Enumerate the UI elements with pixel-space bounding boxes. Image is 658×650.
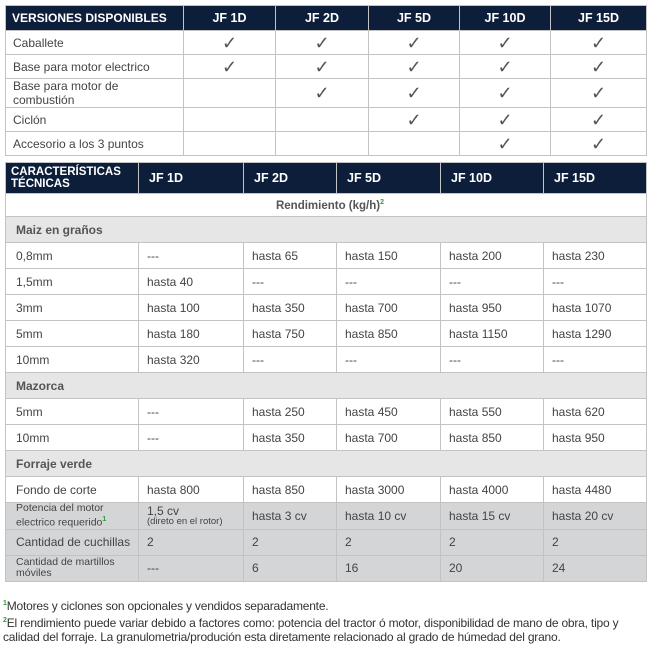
tech-cell: hasta 850 (337, 321, 441, 347)
versions-cell (184, 55, 276, 79)
tech-row (6, 425, 647, 451)
tech-table (5, 162, 647, 582)
tech-cell: --- (544, 347, 647, 373)
tech-cell: hasta 65 (244, 243, 337, 269)
checkmark-icon: ✓ (314, 83, 330, 103)
tech-cell: hasta 700 (337, 295, 441, 321)
tech-extra-label (6, 529, 139, 555)
tech-cell: hasta 3 cv (244, 503, 337, 530)
tech-cell: --- (441, 347, 544, 373)
tech-row-label: 10mm (6, 425, 139, 451)
tech-cell: hasta 950 (441, 295, 544, 321)
versions-row (6, 79, 647, 108)
versions-header-jf15d: JF 15D (551, 6, 647, 31)
checkmark-icon: ✓ (590, 56, 607, 77)
tech-cell: hasta 40 (139, 269, 244, 295)
versions-header-jf5d: JF 5D (369, 6, 460, 31)
tech-cell: hasta 550 (441, 399, 544, 425)
checkmark-icon: ✓ (406, 56, 422, 77)
footnote-ref-1: 1 (102, 516, 107, 523)
versions-cell (276, 55, 369, 79)
tech-cell: hasta 20 cv (544, 503, 647, 530)
versions-table (5, 5, 647, 156)
tech-row (6, 399, 647, 425)
versions-header-row (6, 6, 647, 31)
tech-row (6, 321, 647, 347)
versions-cell (184, 31, 276, 55)
tech-cell: --- (544, 269, 647, 295)
versions-cell (551, 132, 647, 156)
tech-cell: hasta 150 (337, 243, 441, 269)
tech-extra-label-text: Cantidad de martillos móviles (16, 556, 115, 579)
section-title: Forraje verde (6, 451, 647, 477)
tech-row-label: 5mm (6, 399, 139, 425)
tech-cell: 6 (244, 555, 337, 581)
tech-cell: --- (139, 243, 244, 269)
tech-cell: hasta 15 cv (441, 503, 544, 530)
tech-cell-subnote: (direto en el rotor) (147, 515, 223, 527)
tech-cell: hasta 250 (244, 399, 337, 425)
versions-cell (276, 108, 369, 132)
checkmark-icon: ✓ (406, 32, 422, 53)
versions-header-jf10d: JF 10D (460, 6, 551, 31)
tech-extra-label-text: Cantidad de cuchillas (16, 535, 131, 549)
tech-cell: 2 (544, 529, 647, 555)
tech-cell: hasta 1290 (544, 321, 647, 347)
footnote-ref-2: 2 (380, 198, 385, 206)
checkmark-icon: ✓ (406, 83, 422, 103)
tech-row-label: 10mm (6, 347, 139, 373)
checkmark-icon: ✓ (590, 83, 607, 103)
versions-cell (551, 31, 647, 55)
checkmark-icon: ✓ (497, 133, 513, 154)
tech-cell: --- (244, 269, 337, 295)
footnote-1-marker: 1 (3, 600, 7, 607)
tech-cell: hasta 1070 (544, 295, 647, 321)
tech-cell: --- (139, 399, 244, 425)
footnote-1 (3, 597, 653, 614)
tech-cell: hasta 950 (544, 425, 647, 451)
tech-header-jf2d: JF 2D (244, 163, 337, 194)
section-row (6, 373, 647, 399)
versions-cell (460, 132, 551, 156)
versions-row-label: Caballete (6, 31, 184, 55)
tech-cell: 20 (441, 555, 544, 581)
tech-cell: hasta 100 (139, 295, 244, 321)
tech-cell: hasta 4480 (544, 477, 647, 503)
tech-cell (139, 503, 244, 530)
tech-cell: hasta 350 (244, 425, 337, 451)
footnote-2 (3, 614, 653, 645)
tech-row-label: 3mm (6, 295, 139, 321)
tech-cell: --- (139, 425, 244, 451)
versions-cell (276, 31, 369, 55)
versions-cell (369, 55, 460, 79)
checkmark-icon: ✓ (590, 32, 607, 53)
tech-extra-label-text: Potencia del motor electrico requerido (16, 502, 104, 529)
versions-cell (551, 108, 647, 132)
tech-row-label: 0,8mm (6, 243, 139, 269)
tech-row-label: Fondo de corte (6, 477, 139, 503)
checkmark-icon: ✓ (590, 109, 607, 130)
tech-row-label: 1,5mm (6, 269, 139, 295)
tech-cell-value: 1,5 cv (147, 503, 180, 518)
tech-cell: hasta 4000 (441, 477, 544, 503)
section-row (6, 217, 647, 243)
tech-row (6, 243, 647, 269)
checkmark-icon: ✓ (497, 32, 513, 53)
tech-cell: --- (139, 555, 244, 581)
versions-cell (551, 55, 647, 79)
tech-cell: --- (337, 347, 441, 373)
versions-cell (276, 132, 369, 156)
section-title: Maiz en graños (6, 217, 647, 243)
versions-cell (460, 55, 551, 79)
tech-cell: hasta 3000 (337, 477, 441, 503)
checkmark-icon: ✓ (314, 56, 330, 77)
tech-cell: 2 (337, 529, 441, 555)
versions-cell (460, 31, 551, 55)
versions-cell (184, 108, 276, 132)
checkmark-icon: ✓ (406, 109, 422, 130)
tech-cell: hasta 180 (139, 321, 244, 347)
tech-cell: hasta 320 (139, 347, 244, 373)
tech-cell: --- (244, 347, 337, 373)
tech-extra-row (6, 503, 647, 530)
versions-row (6, 31, 647, 55)
tech-cell: hasta 700 (337, 425, 441, 451)
section-row (6, 451, 647, 477)
versions-cell (184, 79, 276, 108)
versions-cell (369, 31, 460, 55)
tech-cell: hasta 850 (441, 425, 544, 451)
versions-cell (369, 79, 460, 108)
tech-cell: --- (337, 269, 441, 295)
tech-cell: hasta 620 (544, 399, 647, 425)
tech-cell: hasta 350 (244, 295, 337, 321)
tech-cell: hasta 750 (244, 321, 337, 347)
checkmark-icon: ✓ (497, 109, 513, 130)
checkmark-icon: ✓ (314, 32, 330, 53)
tech-cell: 16 (337, 555, 441, 581)
versions-row (6, 108, 647, 132)
tech-row (6, 295, 647, 321)
rendimiento-row (6, 194, 647, 217)
rendimiento-label (6, 194, 647, 217)
versions-header-jf1d: JF 1D (184, 6, 276, 31)
tech-cell: 2 (139, 529, 244, 555)
tech-row (6, 269, 647, 295)
versions-cell (369, 132, 460, 156)
section-title: Mazorca (6, 373, 647, 399)
versions-row-label: Base para motor de combustión (6, 79, 184, 108)
tech-header-row (6, 163, 647, 194)
footnote-2-marker: 2 (3, 616, 7, 624)
tech-cell: 2 (441, 529, 544, 555)
footnote-2-text: El rendimiento puede variar debido a factores como: potencia del tractor ó motor, disponibilidad de mano de obra, tipo y calidad del forraje. La granulometria/produción esta diretamente relacionado al grado de húmedad del grano. (3, 615, 619, 644)
checkmark-icon: ✓ (497, 83, 513, 103)
tech-row (6, 347, 647, 373)
tech-cell: hasta 850 (244, 477, 337, 503)
tech-cell: hasta 230 (544, 243, 647, 269)
versions-header-jf2d: JF 2D (276, 6, 369, 31)
tech-cell: hasta 1150 (441, 321, 544, 347)
tech-header-title: CARACTERÍSTICAS TÉCNICAS (6, 163, 139, 194)
rendimiento-text: Rendimiento (kg/h) (275, 199, 381, 212)
tech-extra-row (6, 529, 647, 555)
tech-cell: hasta 800 (139, 477, 244, 503)
versions-row-label: Base para motor electrico (6, 55, 184, 79)
tech-cell: hasta 200 (441, 243, 544, 269)
tech-cell: 2 (244, 529, 337, 555)
versions-row (6, 132, 647, 156)
versions-row-label: Ciclón (6, 108, 184, 132)
checkmark-icon: ✓ (221, 56, 238, 77)
tech-header-jf5d: JF 5D (337, 163, 441, 194)
versions-cell (369, 108, 460, 132)
footnotes (3, 597, 653, 645)
tech-row (6, 477, 647, 503)
tech-header-jf1d: JF 1D (139, 163, 244, 194)
versions-cell (276, 79, 369, 108)
checkmark-icon: ✓ (497, 56, 513, 77)
tech-header-jf10d: JF 10D (441, 163, 544, 194)
tech-extra-row (6, 555, 647, 581)
tech-extra-label (6, 555, 139, 581)
versions-cell (460, 108, 551, 132)
versions-row (6, 55, 647, 79)
versions-header-title: VERSIONES DISPONIBLES (6, 6, 184, 31)
tech-row-label: 5mm (6, 321, 139, 347)
footnote-1-text: Motores y ciclones son opcionales y vendidos separadamente. (6, 599, 329, 613)
tech-extra-label (6, 503, 139, 530)
tech-cell: hasta 450 (337, 399, 441, 425)
checkmark-icon: ✓ (221, 32, 238, 53)
checkmark-icon: ✓ (590, 133, 607, 154)
tech-header-jf15d: JF 15D (544, 163, 647, 194)
versions-cell (184, 132, 276, 156)
tech-cell: hasta 10 cv (337, 503, 441, 530)
tech-cell: --- (441, 269, 544, 295)
tech-cell: 24 (544, 555, 647, 581)
versions-row-label: Accesorio a los 3 puntos (6, 132, 184, 156)
versions-cell (460, 79, 551, 108)
versions-cell (551, 79, 647, 108)
